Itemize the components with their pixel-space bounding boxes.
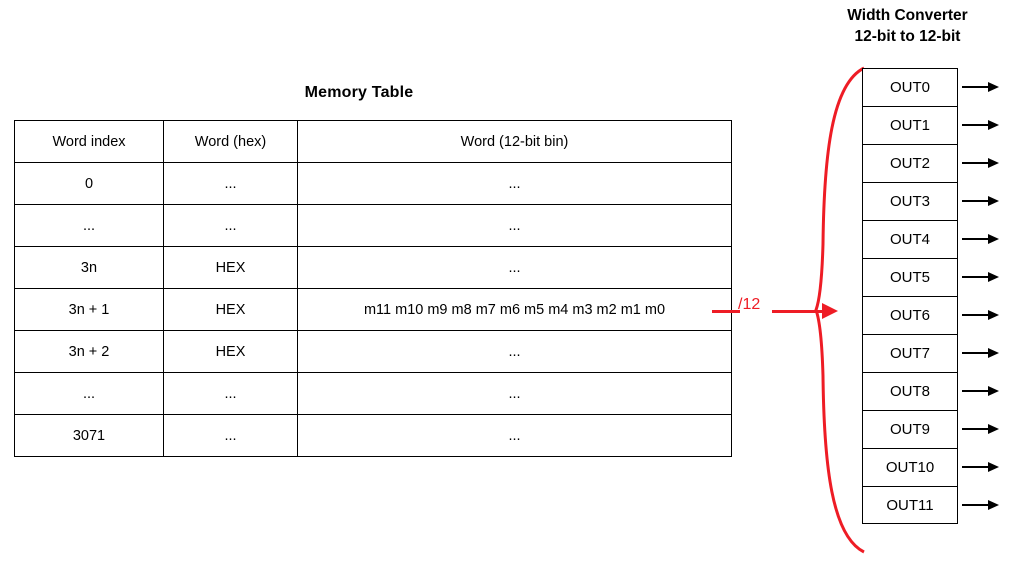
output-arrow-out8-icon bbox=[962, 386, 1002, 396]
cell-word-index: 3n + 2 bbox=[15, 331, 164, 373]
cell-word-index: 3n bbox=[15, 247, 164, 289]
table-row bbox=[15, 247, 732, 289]
cell-word-bin: ... bbox=[298, 415, 732, 457]
output-arrow-out4-icon bbox=[962, 234, 1002, 244]
cell-word-hex: HEX bbox=[164, 331, 298, 373]
output-arrow-out6-icon bbox=[962, 310, 1002, 320]
output-port-out5[interactable]: OUT5 bbox=[862, 258, 958, 296]
table-row bbox=[15, 415, 732, 457]
red-brace-icon bbox=[814, 64, 868, 556]
output-port-out9[interactable]: OUT9 bbox=[862, 410, 958, 448]
output-arrow-out0-icon bbox=[962, 82, 1002, 92]
converter-title bbox=[795, 6, 1020, 48]
output-arrow-out5-icon bbox=[962, 272, 1002, 282]
output-arrow-out11-icon bbox=[962, 500, 1002, 510]
cell-word-index: 3071 bbox=[15, 415, 164, 457]
table-row bbox=[15, 331, 732, 373]
output-arrow-out9-icon bbox=[962, 424, 1002, 434]
column-header-word-bin: Word (12-bit bin) bbox=[298, 121, 732, 163]
cell-word-index: ... bbox=[15, 205, 164, 247]
table-row bbox=[15, 163, 732, 205]
table-header-row bbox=[15, 121, 732, 163]
cell-word-bin: ... bbox=[298, 247, 732, 289]
output-port-out6[interactable]: OUT6 bbox=[862, 296, 958, 334]
output-port-out2[interactable]: OUT2 bbox=[862, 144, 958, 182]
cell-word-hex: ... bbox=[164, 163, 298, 205]
output-port-out0[interactable]: OUT0 bbox=[862, 68, 958, 106]
column-header-word-index: Word index bbox=[15, 121, 164, 163]
table-row bbox=[15, 373, 732, 415]
cell-word-index: ... bbox=[15, 373, 164, 415]
output-arrow-out2-icon bbox=[962, 158, 1002, 168]
cell-word-hex: ... bbox=[164, 373, 298, 415]
memory-table bbox=[14, 120, 732, 457]
cell-word-hex: ... bbox=[164, 205, 298, 247]
output-arrow-out10-icon bbox=[962, 462, 1002, 472]
table-row bbox=[15, 289, 732, 331]
output-port-out7[interactable]: OUT7 bbox=[862, 334, 958, 372]
output-arrow-out7-icon bbox=[962, 348, 1002, 358]
bus-width-label: /12 bbox=[738, 296, 761, 313]
converter-title-line2: 12-bit to 12-bit bbox=[854, 27, 961, 45]
output-port-out1[interactable]: OUT1 bbox=[862, 106, 958, 144]
column-header-word-hex: Word (hex) bbox=[164, 121, 298, 163]
cell-word-bin: ... bbox=[298, 205, 732, 247]
output-arrow-out1-icon bbox=[962, 120, 1002, 130]
cell-word-hex: HEX bbox=[164, 247, 298, 289]
output-arrow-out3-icon bbox=[962, 196, 1002, 206]
cell-word-bin: ... bbox=[298, 331, 732, 373]
converter-title-line1: Width Converter bbox=[847, 7, 968, 24]
output-port-out8[interactable]: OUT8 bbox=[862, 372, 958, 410]
cell-word-hex: HEX bbox=[164, 289, 298, 331]
output-port-out10[interactable]: OUT10 bbox=[862, 448, 958, 486]
converter-output-stack bbox=[862, 68, 958, 524]
memory-table-title: Memory Table bbox=[304, 84, 414, 101]
cell-word-index: 0 bbox=[15, 163, 164, 205]
cell-word-bin: ... bbox=[298, 163, 732, 205]
cell-word-bin: ... bbox=[298, 373, 732, 415]
output-port-out4[interactable]: OUT4 bbox=[862, 220, 958, 258]
table-row bbox=[15, 205, 732, 247]
cell-word-index: 3n + 1 bbox=[15, 289, 164, 331]
output-port-out3[interactable]: OUT3 bbox=[862, 182, 958, 220]
cell-word-hex: ... bbox=[164, 415, 298, 457]
cell-word-bin: m11 m10 m9 m8 m7 m6 m5 m4 m3 m2 m1 m0 bbox=[298, 289, 732, 331]
bus-shaft-left bbox=[712, 310, 740, 313]
output-port-out11[interactable]: OUT11 bbox=[862, 486, 958, 524]
